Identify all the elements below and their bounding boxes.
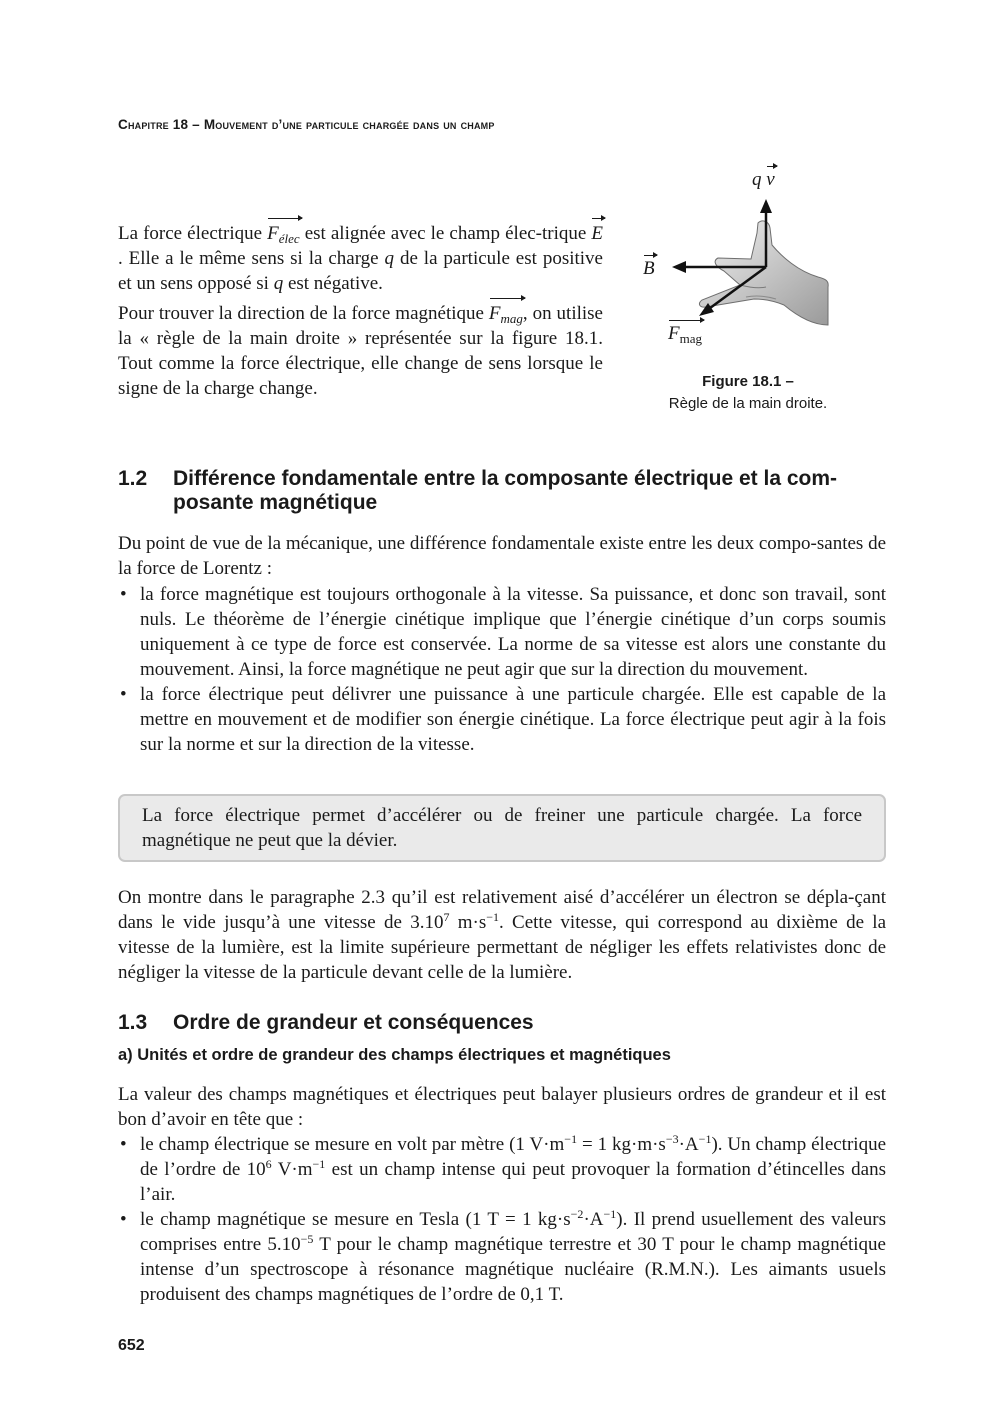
section-1-2-bullets [118,582,886,757]
section-1-3-bullets [118,1132,886,1307]
list-item: • la force magnétique est toujours orthogonale à la vitesse. Sa puissance, et donc son travail, sont nuls. Le théorème de l’énergie cinétique implique que l’énergie cinétique d’un corps soumis uniquement à ce type de force est conservée. La norme de sa vitesse est alors une constante du mouvement. Ainsi, la force magnétique ne peut agir que sur la direction du mouvement. [120,584,886,680]
list-item: • le champ électrique se mesure en volt par mètre (1 $V\cdot m^{-1} = 1$ $kg\cdot m\cdot s^{-3}\cdot A^{-1}$). Un champ électrique de l’ordre de $10^6$ $V\cdot m^{-1}$ est un champ intense qui peut provoquer la formation d’étincelles dans l’air. [120,1132,887,1205]
intro-paragraph-2: Pour trouver la direction de la force magnétique $F_{mag}$, on utilise la « règle de la main droite » représentée sur la figure 18.1. Tout comme la force électrique, elle change de sens lorsque le signe de la charge change. [118,303,603,399]
list-item: • le champ magnétique se mesure en Tesla (1 T = 1 $kg\cdot s^{-2}\cdot A^{-1}$). Il prend usuellement des valeurs comprises entre $5.10^{-5}$ T pour le champ magnétique terrestre et 30 T pour le champ magnétique intense d’un spectroscope à résonance magnétique nucléaire (R.M.N.). Les aimants usuels produisent des champs magnétiques de l’ordre de 0,1 T. [120,1207,886,1305]
page-number: 652 [118,1337,145,1354]
subheading-units: a) Unités et ordre de grandeur des champs électriques et magnétiques [118,1046,671,1064]
section-1-2-after: On montre dans le paragraphe 2.3 qu’il est relativement aisé d’accélérer un électron se dépla-çant dans le vide jusqu’à une vitesse de 3.10$^7$ $m\cdot s^{-1}$. Cette vitesse, qui correspond au dixième de la vitesse de la lumière, est la limite supérieure permettant de négliger les effets relativistes donc de négliger la vitesse de la particule devant celle de la lumière. [118,887,887,983]
f-mag-vector: $F_{mag}$ [488,303,523,326]
right-hand-illustration [636,163,836,348]
fmag-label: $F_{mag}$ [668,323,702,346]
section-1-3-intro: La valeur des champs magnétiques et électriques peut balayer plusieurs ordres de grandeur et il est bon d’avoir en tête que : [118,1084,886,1130]
f-elec-vector: $F_{élec}$ [267,223,300,246]
right-hand-rule-figure [636,163,836,348]
qv-label: q v [752,169,775,190]
intro-paragraph-1: La force électrique $F_{élec}$ est alignée avec le champ élec-trique E. Elle a le même sens si la charge q de la particule est positive et un sens opposé si q est négative. [118,223,603,294]
b-label: B [643,258,655,279]
section-1-2-intro: Du point de vue de la mécanique, une différence fondamentale existe entre les deux compo-santes de la force de Lorentz : [118,533,886,579]
running-head: Chapitre 18 – Mouvement d’une particule chargée dans un champ [118,117,495,132]
e-vector: E [591,223,603,244]
section-heading-1-3: 1.3 Ordre de grandeur et conséquences [118,1011,534,1034]
figure-caption: Figure 18.1 – Règle de la main droite. [668,373,828,412]
list-item: • la force électrique peut délivrer une puissance à une particule chargée. Elle est capable de la mettre en mouvement et de modifier son énergie cinétique. La force électrique peut agir à la fois sur la norme et sur la direction de la vitesse. [120,684,886,755]
section-heading-1-2: 1.2 Différence fondamentale entre la composante électrique et la com-posante magnétique [118,467,838,514]
key-point-callout: La force électrique permet d’accélérer ou de freiner une particule chargée. La force magnétique ne peut que la dévier. [118,794,886,862]
